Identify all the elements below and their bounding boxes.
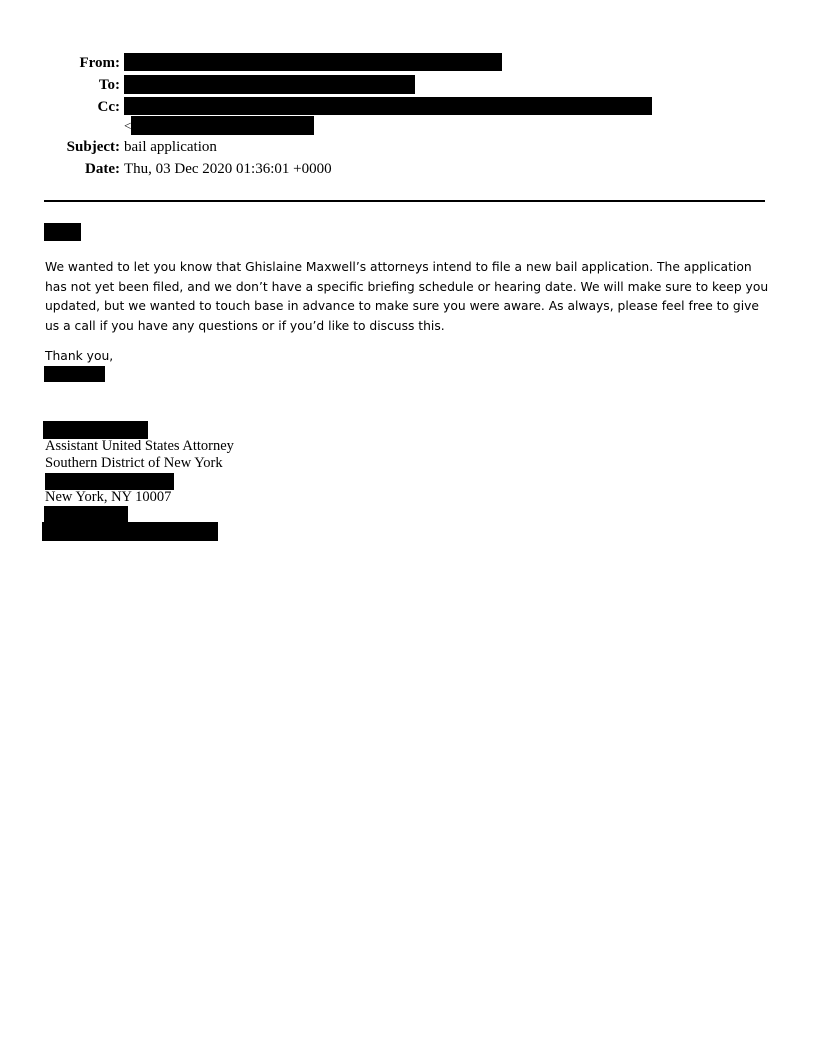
email-body-paragraph: We wanted to let you know that Ghislaine Maxwell’s attorneys intend to file a new bail application. The application has not yet been filed, and we don’t have a specific briefing schedule or hearing date. We will make sure to keep you updated, but we wanted to touch base in advance to make sure you were aware. As always, please feel free to give us a call if you have any questions or if you’d like to discuss this.: [45, 260, 769, 333]
date-label: Date:: [85, 161, 120, 177]
to-redaction: [124, 75, 415, 94]
signature-email-redaction: [42, 522, 218, 541]
cc-redaction-2: [131, 116, 314, 135]
subject-label: Subject:: [66, 139, 120, 155]
cc-continuation-bracket: <: [124, 118, 132, 133]
subject-value: bail application: [124, 139, 217, 155]
signature-office: Southern District of New York: [45, 455, 223, 471]
cc-label: Cc:: [97, 99, 120, 115]
cc-redaction: [124, 97, 652, 115]
closing-text: Thank you,: [45, 349, 114, 363]
sender-name-redaction: [44, 366, 105, 382]
signature-address-redaction: [45, 473, 174, 490]
signature-title: Assistant United States Attorney: [45, 438, 234, 454]
from-redaction: [124, 53, 502, 71]
greeting-redaction: [44, 223, 81, 241]
header-divider: [44, 200, 765, 202]
from-label: From:: [79, 55, 120, 71]
signature-name-redaction: [43, 421, 148, 439]
signature-phone-redaction: [44, 506, 128, 523]
signature-city-line: New York, NY 10007: [45, 489, 172, 505]
date-value: Thu, 03 Dec 2020 01:36:01 +0000: [124, 161, 332, 177]
to-label: To:: [98, 77, 120, 93]
